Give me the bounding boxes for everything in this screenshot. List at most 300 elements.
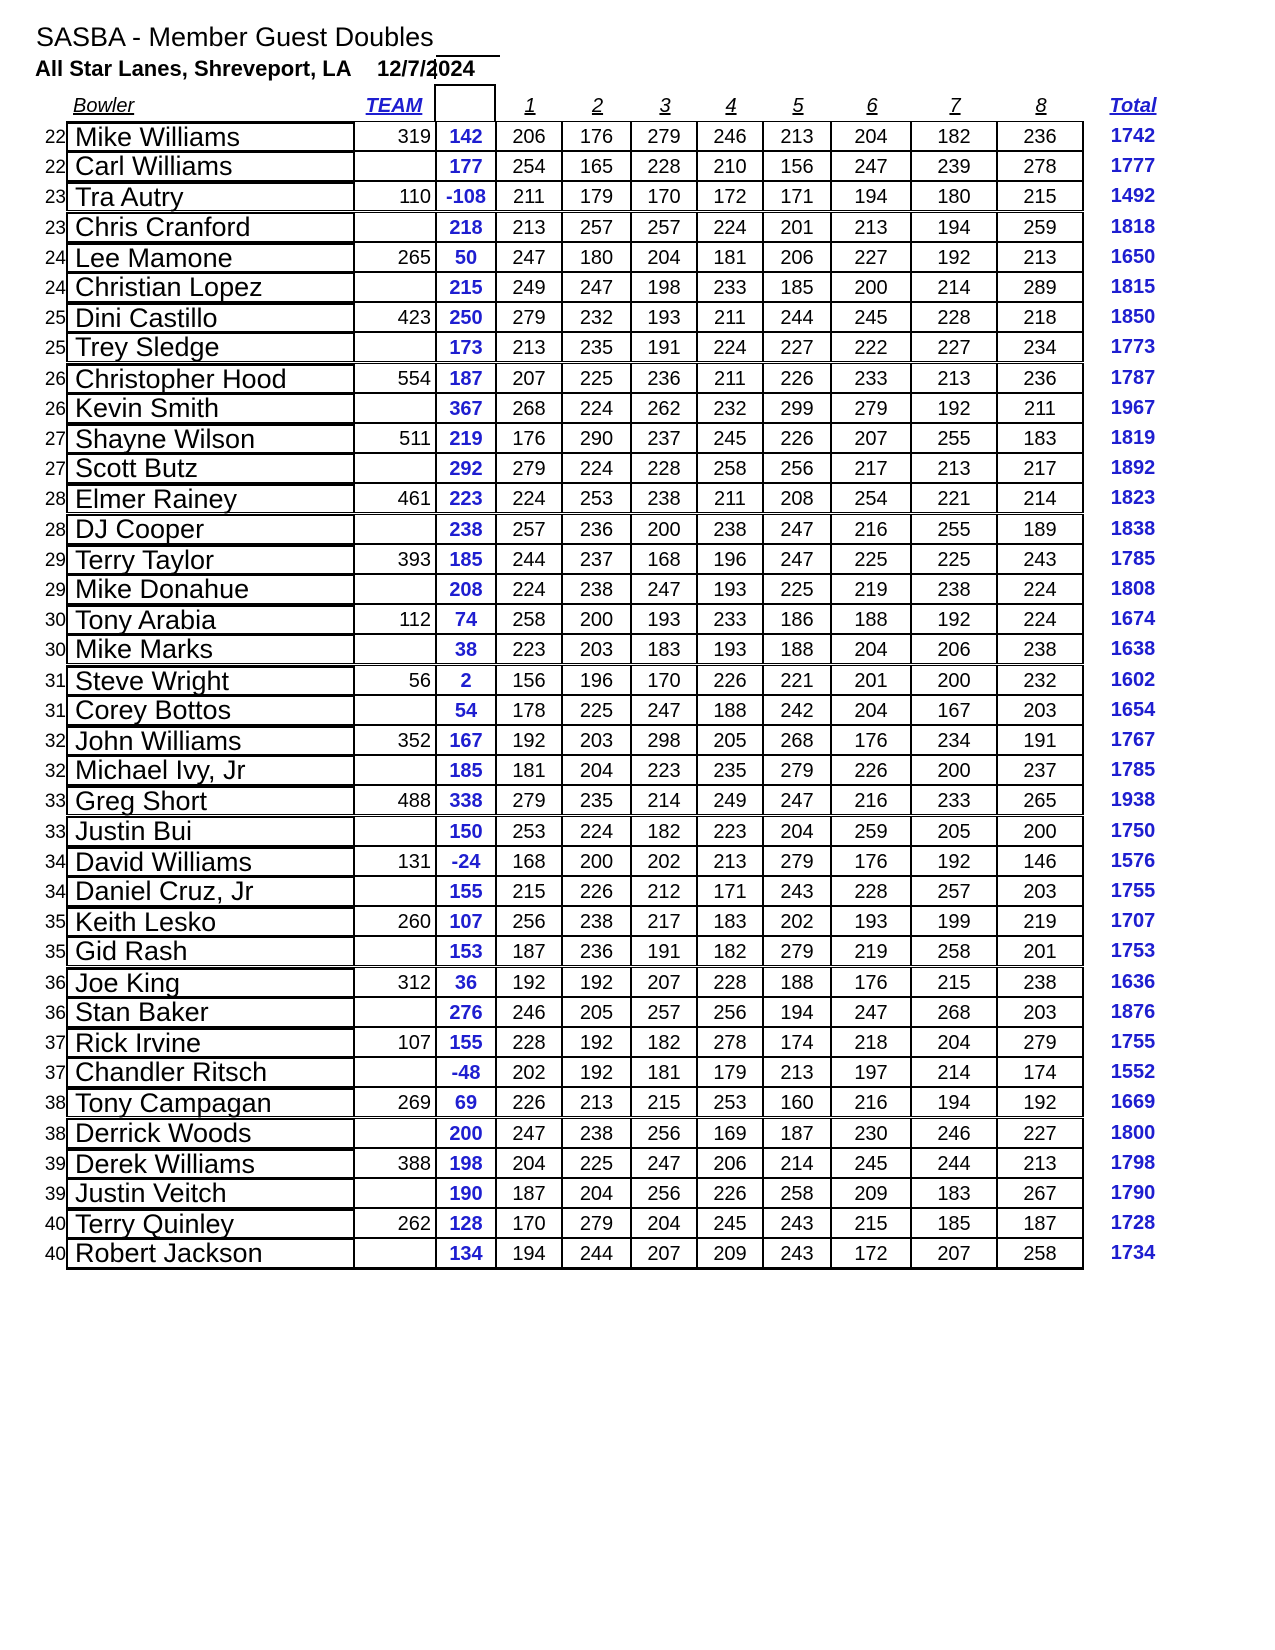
total-score: 1787 [1110, 367, 1156, 389]
total-score: 1654 [1110, 699, 1156, 721]
game-3-score: 217 [632, 906, 698, 936]
game-4-score: 213 [698, 846, 764, 876]
table-row [0, 1087, 1275, 1117]
bowler-name: Chandler Ritsch [66, 1057, 353, 1087]
game-8-score: 289 [998, 272, 1084, 302]
game-3-score: 202 [632, 846, 698, 876]
game-4-score: 224 [698, 332, 764, 362]
game-1-score: 211 [497, 181, 563, 211]
rank-cell: 25 [44, 308, 66, 329]
team-score: 260 [353, 906, 435, 936]
game-7-score: 234 [912, 725, 998, 755]
handicap-score: 276 [435, 997, 497, 1027]
game-6-score: 200 [832, 272, 912, 302]
game-4-score: 171 [698, 876, 764, 906]
game-1-score: 202 [497, 1057, 563, 1087]
bowler-name: Derrick Woods [66, 1118, 353, 1148]
game-6-score: 204 [832, 695, 912, 725]
total-score: 1850 [1110, 306, 1156, 328]
game-1-score: 204 [497, 1148, 563, 1178]
team-score [353, 1057, 435, 1087]
game-2-score: 237 [563, 544, 632, 574]
game-4-score: 211 [698, 483, 764, 513]
bowler-name: Dini Castillo [66, 302, 353, 332]
game-1-score: 194 [497, 1238, 563, 1268]
handicap-score: 200 [435, 1118, 497, 1148]
game-1-score: 215 [497, 876, 563, 906]
game-2-score: 200 [563, 604, 632, 634]
table-row [0, 121, 1275, 151]
game-5-score: 279 [764, 936, 832, 966]
table-row [0, 785, 1275, 815]
rank-cell: 27 [44, 429, 66, 450]
table-row [0, 574, 1275, 604]
table-row [0, 151, 1275, 181]
bowler-name: Tony Campagan [66, 1087, 353, 1117]
game-8-score: 174 [998, 1057, 1084, 1087]
game-1-score: 223 [497, 634, 563, 664]
total-score: 1823 [1110, 487, 1156, 509]
game-2-score: 290 [563, 423, 632, 453]
team-score [353, 574, 435, 604]
handicap-score: 69 [435, 1087, 497, 1117]
game-7-score: 255 [912, 514, 998, 544]
game-6-score: 176 [832, 967, 912, 997]
game-7-score: 183 [912, 1178, 998, 1208]
game-1-score: 268 [497, 393, 563, 423]
game-3-score: 168 [632, 544, 698, 574]
rank-cell: 24 [44, 248, 66, 269]
game-8-score: 200 [998, 816, 1084, 846]
game-8-score: 213 [998, 242, 1084, 272]
team-score: 511 [353, 423, 435, 453]
bowler-name: Justin Veitch [66, 1178, 353, 1208]
table-row [0, 967, 1275, 997]
game-8-score: 238 [998, 634, 1084, 664]
game-3-score: 256 [632, 1178, 698, 1208]
game-5-score: 208 [764, 483, 832, 513]
bowler-name: David Williams [66, 846, 353, 876]
rank-cell: 28 [44, 520, 66, 541]
game-6-score: 176 [832, 725, 912, 755]
team-score [353, 876, 435, 906]
game-7-score: 258 [912, 936, 998, 966]
game-1-score: 187 [497, 1178, 563, 1208]
table-row [0, 906, 1275, 936]
bowler-name: Tra Autry [66, 181, 353, 211]
table-row [0, 876, 1275, 906]
game-7-score: 238 [912, 574, 998, 604]
game-8-score: 278 [998, 151, 1084, 181]
handicap-score: 128 [435, 1208, 497, 1238]
game-6-score: 218 [832, 1027, 912, 1057]
team-score: 269 [353, 1087, 435, 1117]
rank-cell: 32 [44, 761, 66, 782]
total-score: 1892 [1110, 457, 1156, 479]
bowler-name: Stan Baker [66, 997, 353, 1027]
team-score [353, 1118, 435, 1148]
table-row [0, 332, 1275, 362]
rank-cell: 24 [44, 278, 66, 299]
game-2-score: 225 [563, 363, 632, 393]
game-4-score: 246 [698, 121, 764, 151]
game-8-score: 191 [998, 725, 1084, 755]
game-7-score: 244 [912, 1148, 998, 1178]
game-2-score: 192 [563, 967, 632, 997]
rank-cell: 31 [44, 671, 66, 692]
game-6-score: 213 [832, 212, 912, 242]
rank-cell: 33 [44, 791, 66, 812]
game-5-score: 213 [764, 121, 832, 151]
table-row [0, 1148, 1275, 1178]
game-5-score: 187 [764, 1118, 832, 1148]
game-4-score: 235 [698, 755, 764, 785]
handicap-score: 173 [435, 332, 497, 362]
rank-cell: 36 [44, 973, 66, 994]
date-text: 12/7/2024 [376, 56, 475, 81]
game-2-score: 244 [563, 1238, 632, 1268]
total-score: 1815 [1110, 276, 1156, 298]
game-5-score: 299 [764, 393, 832, 423]
game-2-score: 253 [563, 483, 632, 513]
game-6-score: 247 [832, 997, 912, 1027]
total-score: 1755 [1110, 880, 1156, 902]
table-row [0, 363, 1275, 393]
game-3-score: 223 [632, 755, 698, 785]
header-game-1: 1 [524, 95, 536, 117]
header-game-8: 8 [1035, 95, 1047, 117]
rank-cell: 26 [44, 399, 66, 420]
game-3-score: 204 [632, 242, 698, 272]
game-6-score: 216 [832, 514, 912, 544]
game-6-score: 204 [832, 121, 912, 151]
game-6-score: 230 [832, 1118, 912, 1148]
date-divider [434, 59, 436, 79]
game-8-score: 213 [998, 1148, 1084, 1178]
game-3-score: 298 [632, 725, 698, 755]
table-row [0, 272, 1275, 302]
game-4-score: 223 [698, 816, 764, 846]
game-5-score: 206 [764, 242, 832, 272]
rank-cell: 40 [44, 1214, 66, 1235]
game-1-score: 257 [497, 514, 563, 544]
game-4-score: 256 [698, 997, 764, 1027]
bowler-name: Terry Quinley [66, 1208, 353, 1238]
game-5-score: 279 [764, 755, 832, 785]
bowler-name: Christopher Hood [66, 363, 353, 393]
game-7-score: 213 [912, 363, 998, 393]
bowler-name: John Williams [66, 725, 353, 755]
rank-cell: 32 [44, 731, 66, 752]
game-3-score: 228 [632, 453, 698, 483]
game-8-score: 192 [998, 1087, 1084, 1117]
game-1-score: 168 [497, 846, 563, 876]
team-score: 312 [353, 967, 435, 997]
game-2-score: 176 [563, 121, 632, 151]
total-score: 1876 [1110, 1001, 1156, 1023]
handicap-score: -24 [435, 846, 497, 876]
bowler-name: Trey Sledge [66, 332, 353, 362]
game-4-score: 183 [698, 906, 764, 936]
handicap-score: 107 [435, 906, 497, 936]
total-score: 1785 [1110, 548, 1156, 570]
rank-cell: 39 [44, 1154, 66, 1175]
game-7-score: 204 [912, 1027, 998, 1057]
game-3-score: 207 [632, 1238, 698, 1268]
game-1-score: 247 [497, 1118, 563, 1148]
game-4-score: 181 [698, 242, 764, 272]
game-1-score: 279 [497, 453, 563, 483]
handicap-score: 134 [435, 1238, 497, 1268]
game-6-score: 247 [832, 151, 912, 181]
team-score: 488 [353, 785, 435, 815]
game-2-score: 225 [563, 1148, 632, 1178]
location-text: All Star Lanes, Shreveport, LA [35, 56, 351, 81]
total-score: 1492 [1110, 185, 1156, 207]
game-1-score: 207 [497, 363, 563, 393]
game-7-score: 200 [912, 665, 998, 695]
bowler-name: Kevin Smith [66, 393, 353, 423]
handicap-score: 74 [435, 604, 497, 634]
handicap-score: 190 [435, 1178, 497, 1208]
game-5-score: 188 [764, 634, 832, 664]
game-3-score: 182 [632, 816, 698, 846]
handicap-score: 338 [435, 785, 497, 815]
game-4-score: 278 [698, 1027, 764, 1057]
team-score [353, 1238, 435, 1268]
table-row [0, 1027, 1275, 1057]
team-score [353, 453, 435, 483]
game-8-score: 201 [998, 936, 1084, 966]
game-2-score: 203 [563, 634, 632, 664]
game-2-score: 238 [563, 1118, 632, 1148]
rank-cell: 39 [44, 1184, 66, 1205]
game-3-score: 236 [632, 363, 698, 393]
game-6-score: 194 [832, 181, 912, 211]
handicap-score: -48 [435, 1057, 497, 1087]
game-5-score: 258 [764, 1178, 832, 1208]
table-row [0, 212, 1275, 242]
table-row [0, 604, 1275, 634]
game-4-score: 233 [698, 604, 764, 634]
bowler-name: Rick Irvine [66, 1027, 353, 1057]
handicap-score: 250 [435, 302, 497, 332]
game-2-score: 226 [563, 876, 632, 906]
total-score: 1638 [1110, 638, 1156, 660]
team-score: 388 [353, 1148, 435, 1178]
handicap-score: 177 [435, 151, 497, 181]
game-4-score: 253 [698, 1087, 764, 1117]
game-3-score: 257 [632, 212, 698, 242]
handicap-score: 142 [435, 121, 497, 151]
game-2-score: 238 [563, 906, 632, 936]
bowler-name: Michael Ivy, Jr [66, 755, 353, 785]
table-row [0, 1208, 1275, 1238]
game-6-score: 207 [832, 423, 912, 453]
game-6-score: 279 [832, 393, 912, 423]
rank-cell: 31 [44, 701, 66, 722]
bowler-name: Daniel Cruz, Jr [66, 876, 353, 906]
handicap-score: 150 [435, 816, 497, 846]
game-6-score: 226 [832, 755, 912, 785]
game-8-score: 146 [998, 846, 1084, 876]
handicap-score: 208 [435, 574, 497, 604]
team-score: 131 [353, 846, 435, 876]
total-score: 1819 [1110, 427, 1156, 449]
handicap-score: 367 [435, 393, 497, 423]
rank-cell: 27 [44, 459, 66, 480]
game-2-score: 179 [563, 181, 632, 211]
game-6-score: 176 [832, 846, 912, 876]
total-score: 1728 [1110, 1212, 1156, 1234]
team-score [353, 755, 435, 785]
header-game-6: 6 [866, 95, 878, 117]
bowler-name: Greg Short [66, 785, 353, 815]
game-2-score: 224 [563, 453, 632, 483]
game-4-score: 182 [698, 936, 764, 966]
game-7-score: 192 [912, 604, 998, 634]
header-game-2: 2 [591, 95, 604, 117]
team-score: 352 [353, 725, 435, 755]
game-1-score: 213 [497, 212, 563, 242]
game-3-score: 215 [632, 1087, 698, 1117]
game-7-score: 206 [912, 634, 998, 664]
game-3-score: 191 [632, 332, 698, 362]
game-2-score: 192 [563, 1057, 632, 1087]
game-1-score: 192 [497, 725, 563, 755]
rank-cell: 25 [44, 338, 66, 359]
game-4-score: 172 [698, 181, 764, 211]
table-row [0, 755, 1275, 785]
game-4-score: 211 [698, 363, 764, 393]
table-row [0, 634, 1275, 664]
game-7-score: 227 [912, 332, 998, 362]
game-8-score: 187 [998, 1208, 1084, 1238]
game-4-score: 169 [698, 1118, 764, 1148]
game-1-score: 228 [497, 1027, 563, 1057]
game-7-score: 255 [912, 423, 998, 453]
game-2-score: 235 [563, 785, 632, 815]
handicap-score: 187 [435, 363, 497, 393]
rank-cell: 22 [44, 157, 66, 178]
table-row [0, 423, 1275, 453]
total-score: 1650 [1110, 246, 1156, 268]
table-header [0, 93, 1275, 121]
total-score: 1636 [1110, 971, 1156, 993]
game-7-score: 214 [912, 272, 998, 302]
rank-cell: 33 [44, 822, 66, 843]
handicap-score: 38 [435, 634, 497, 664]
team-score [353, 695, 435, 725]
game-5-score: 243 [764, 876, 832, 906]
game-6-score: 219 [832, 936, 912, 966]
header-game-7: 7 [949, 95, 961, 117]
game-1-score: 254 [497, 151, 563, 181]
game-8-score: 267 [998, 1178, 1084, 1208]
game-2-score: 224 [563, 816, 632, 846]
rank-cell: 37 [44, 1033, 66, 1054]
bowler-name: Terry Taylor [66, 544, 353, 574]
team-score [353, 634, 435, 664]
game-8-score: 203 [998, 695, 1084, 725]
bowler-name: Steve Wright [66, 665, 353, 695]
game-3-score: 237 [632, 423, 698, 453]
rank-cell: 30 [44, 610, 66, 631]
bowler-name: Elmer Rainey [66, 483, 353, 513]
game-4-score: 226 [698, 665, 764, 695]
game-2-score: 257 [563, 212, 632, 242]
rank-cell: 35 [44, 942, 66, 963]
total-score: 1669 [1110, 1091, 1156, 1113]
document-subtitle [35, 56, 475, 82]
game-4-score: 228 [698, 967, 764, 997]
game-6-score: 228 [832, 876, 912, 906]
game-7-score: 233 [912, 785, 998, 815]
game-5-score: 186 [764, 604, 832, 634]
game-1-score: 192 [497, 967, 563, 997]
game-7-score: 167 [912, 695, 998, 725]
rank-cell: 36 [44, 1003, 66, 1024]
total-score: 1798 [1110, 1152, 1156, 1174]
handicap-score: 155 [435, 1027, 497, 1057]
game-4-score: 206 [698, 1148, 764, 1178]
table-row [0, 393, 1275, 423]
team-score: 461 [353, 483, 435, 513]
team-score [353, 212, 435, 242]
game-3-score: 238 [632, 483, 698, 513]
game-8-score: 238 [998, 967, 1084, 997]
game-2-score: 205 [563, 997, 632, 1027]
team-score: 56 [353, 665, 435, 695]
game-8-score: 211 [998, 393, 1084, 423]
game-1-score: 156 [497, 665, 563, 695]
game-8-score: 218 [998, 302, 1084, 332]
bowler-name: Derek Williams [66, 1148, 353, 1178]
game-2-score: 165 [563, 151, 632, 181]
table-row [0, 1118, 1275, 1148]
handicap-score: 219 [435, 423, 497, 453]
game-6-score: 222 [832, 332, 912, 362]
total-score: 1808 [1110, 578, 1156, 600]
game-7-score: 228 [912, 302, 998, 332]
game-7-score: 194 [912, 1087, 998, 1117]
bowler-name: Justin Bui [66, 816, 353, 846]
game-3-score: 228 [632, 151, 698, 181]
bowler-name: Mike Williams [66, 121, 353, 151]
game-7-score: 207 [912, 1238, 998, 1268]
game-4-score: 196 [698, 544, 764, 574]
game-8-score: 232 [998, 665, 1084, 695]
game-5-score: 225 [764, 574, 832, 604]
game-4-score: 211 [698, 302, 764, 332]
total-score: 1800 [1110, 1122, 1156, 1144]
bowler-name: Keith Lesko [66, 906, 353, 936]
game-6-score: 225 [832, 544, 912, 574]
bowler-name: Carl Williams [66, 151, 353, 181]
team-score: 265 [353, 242, 435, 272]
total-score: 1967 [1110, 397, 1156, 419]
handicap-score: 238 [435, 514, 497, 544]
game-5-score: 160 [764, 1087, 832, 1117]
total-score: 1674 [1110, 608, 1156, 630]
rank-cell: 38 [44, 1093, 66, 1114]
bowler-name: Shayne Wilson [66, 423, 353, 453]
game-3-score: 247 [632, 695, 698, 725]
bowler-name: Joe King [66, 967, 353, 997]
game-6-score: 216 [832, 1087, 912, 1117]
rank-cell: 30 [44, 640, 66, 661]
game-3-score: 257 [632, 997, 698, 1027]
